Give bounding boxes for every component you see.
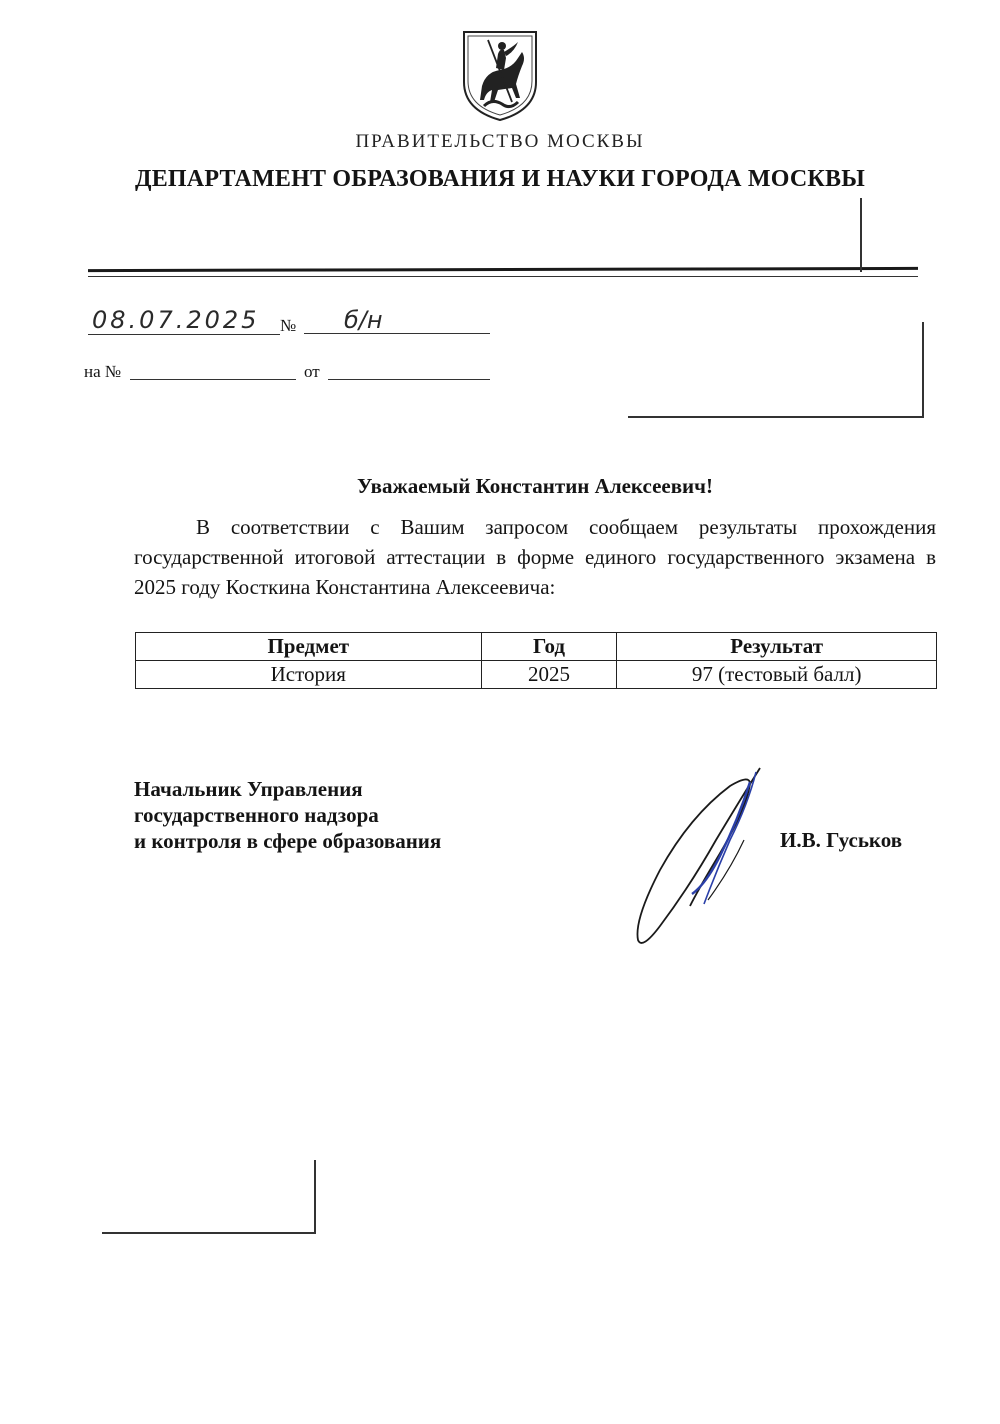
header-year: Год xyxy=(481,633,617,661)
cell-result: 97 (тестовый балл) xyxy=(617,661,937,689)
header-subject: Предмет xyxy=(136,633,482,661)
signatory-name: И.В. Гуськов xyxy=(780,828,903,852)
registration-date: 08.07.2025 xyxy=(88,306,280,335)
corner-mark xyxy=(860,198,862,272)
registration-number: б/н xyxy=(304,306,490,334)
header-divider-thick xyxy=(88,267,918,272)
cell-subject: История xyxy=(136,661,482,689)
header-result: Результат xyxy=(617,633,937,661)
corner-mark xyxy=(628,416,924,418)
table-header-row xyxy=(136,633,937,661)
reference-number-label: на № xyxy=(84,362,122,381)
signatory-position xyxy=(134,776,554,854)
position-line: Начальник Управления xyxy=(134,777,363,801)
corner-mark xyxy=(314,1160,316,1234)
handwritten-signature-icon xyxy=(620,760,780,960)
header-divider-thin xyxy=(88,276,918,277)
reference-date-field xyxy=(328,362,490,380)
number-label: № xyxy=(280,316,297,335)
reference-date-label: от xyxy=(304,362,320,381)
moscow-coat-of-arms-icon xyxy=(458,28,542,122)
corner-mark xyxy=(922,322,924,418)
greeting: Уважаемый Константин Алексеевич! xyxy=(356,474,713,498)
reference-number-field xyxy=(130,362,296,380)
position-line: и контроля в сфере образования xyxy=(134,829,442,853)
government-title: ПРАВИТЕЛЬСТВО МОСКВЫ xyxy=(355,131,645,152)
department-title: ДЕПАРТАМЕНТ ОБРАЗОВАНИЯ И НАУКИ ГОРОДА МОСКВЫ xyxy=(135,166,865,192)
results-table xyxy=(135,632,937,689)
letter-paragraph: В соответствии с Вашим запросом сообщаем результаты прохождения государственной итоговой аттестации в форме единого государственного экзамена в 2025 году Косткина Константина Алексеевича: xyxy=(134,515,936,599)
position-line: государственного надзора xyxy=(134,803,379,827)
cell-year: 2025 xyxy=(481,661,617,689)
corner-mark xyxy=(102,1232,316,1234)
table-row xyxy=(136,661,937,689)
